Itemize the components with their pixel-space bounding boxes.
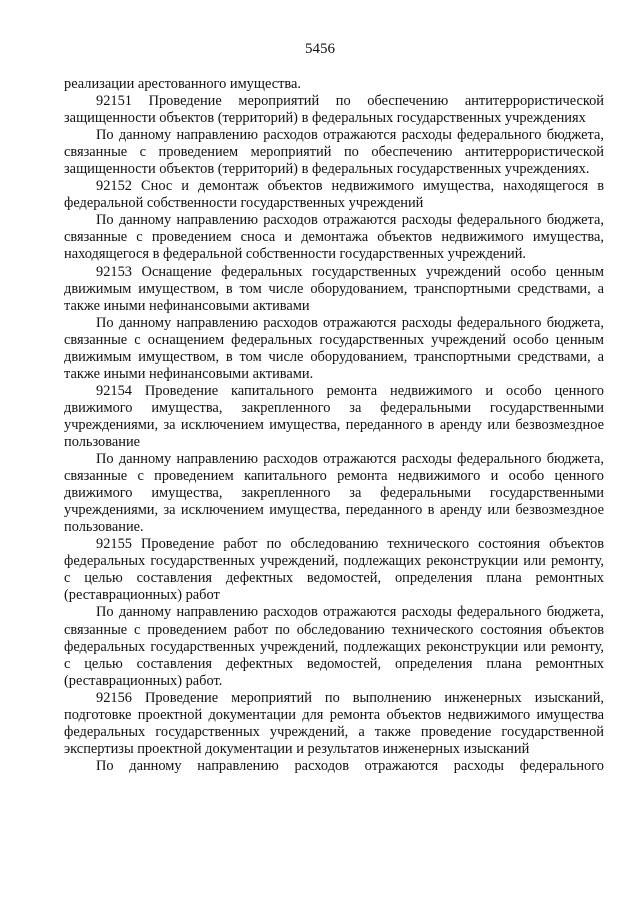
paragraph: По данному направлению расходов отражаются расходы федерального бюджета, связанные с проведением мероприятий по обеспечению антитеррористической защищенности объектов (территорий) в федеральных государственных учреждениях. bbox=[64, 127, 604, 178]
paragraph: По данному направлению расходов отражаются расходы федерального бюджета, связанные с проведением сноса и демонтажа объектов недвижимого имущества, находящегося в федеральной собственности государственных учреждений. bbox=[64, 212, 604, 263]
document-body bbox=[64, 76, 604, 775]
paragraph: По данному направлению расходов отражаются расходы федерального бюджета, связанные с проведением капитального ремонта недвижимого и особо ценного движимого имущества, закрепленного за федеральными государственными учреждениями, за исключением имущества, переданного в аренду или безвозмездное пользование. bbox=[64, 451, 604, 536]
paragraph: 92151 Проведение мероприятий по обеспечению антитеррористической защищенности объектов (территорий) в федеральных государственных учреждениях bbox=[64, 93, 604, 127]
paragraph: 92154 Проведение капитального ремонта недвижимого и особо ценного движимого имущества, закрепленного за федеральными государственными учреждениями, за исключением имущества, переданного в аренду или безвозмездное пользование bbox=[64, 382, 604, 450]
paragraph: 92155 Проведение работ по обследованию технического состояния объектов федеральных государственных учреждений, подлежащих реконструкции или ремонту, с целью составления дефектных ведомостей, определения плана ремонтных (реставрационных) работ bbox=[64, 536, 604, 604]
paragraph: По данному направлению расходов отражаются расходы федерального бюджета, связанные с оснащением федеральных государственных учреждений особо ценным движимым имуществом, в том числе оборудованием, транспортными средствами, а также иными нефинансовыми активами. bbox=[64, 314, 604, 382]
page-number: 5456 bbox=[305, 41, 335, 57]
paragraph: По данному направлению расходов отражаются расходы федерального bbox=[96, 757, 604, 774]
paragraph: По данному направлению расходов отражаются расходы федерального бюджета, связанные с проведением работ по обследованию технического состояния объектов федеральных государственных учреждений, подлежащих реконструкции или ремонту, с целью составления дефектных ведомостей, определения плана ремонтных (реставрационных) работ. bbox=[64, 604, 604, 689]
paragraph: 92153 Оснащение федеральных государственных учреждений особо ценным движимым имуществом, в том числе оборудованием, транспортными средствами, а также иными нефинансовыми активами bbox=[64, 263, 604, 314]
paragraph: 92152 Снос и демонтаж объектов недвижимого имущества, находящегося в федеральной собственности государственных учреждений bbox=[64, 178, 604, 212]
paragraph: реализации арестованного имущества. bbox=[64, 76, 301, 92]
paragraph: 92156 Проведение мероприятий по выполнению инженерных изысканий, подготовке проектной документации для ремонта объектов недвижимого имущества федеральных государственных учреждений, а также проведение государственной экспертизы проектной документации и результатов инженерных изысканий bbox=[64, 689, 604, 757]
